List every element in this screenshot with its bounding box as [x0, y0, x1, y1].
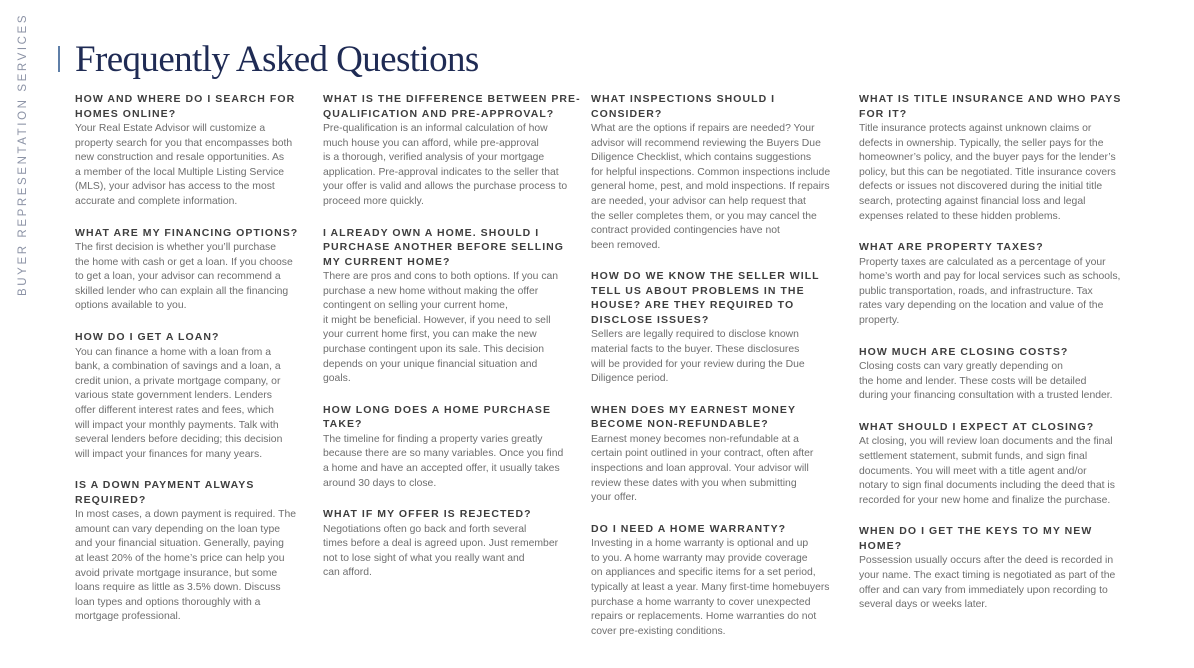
faq-column-4	[859, 92, 1149, 629]
faq-answer: Investing in a home warranty is optional and up to you. A home warranty may provide coverage on appliances and specific items for a set period, typically at least a year. Many first-time homebuyers purchase a home warranty to cover unexpected repairs or replacements. Home warranties do not cover pre-existing conditions.	[591, 538, 830, 637]
faq-item	[859, 92, 1149, 224]
faq-item	[859, 345, 1149, 404]
faq-question: HOW MUCH ARE CLOSING COSTS?	[859, 345, 1069, 358]
faq-item	[323, 507, 583, 581]
faq-answer: The timeline for finding a property varies greatly because there are so many variables. Once you find a home and have an accepted offer, it usually takes around 30 days to close.	[323, 433, 564, 489]
faq-answer: The first decision is whether you’ll purchase the home with cash or get a loan. If you choose to get a loan, your advisor can recommend a skilled lender who can explain all the financing options available to you.	[75, 242, 293, 312]
faq-question: IS A DOWN PAYMENT ALWAYS REQUIRED?	[75, 479, 255, 506]
faq-question: WHAT ARE MY FINANCING OPTIONS?	[75, 226, 299, 239]
faq-question: HOW AND WHERE DO I SEARCH FOR HOMES ONLINE?	[75, 93, 296, 120]
faq-question: WHAT IS TITLE INSURANCE AND WHO PAYS FOR IT?	[859, 93, 1122, 120]
side-section-label: BUYER REPRESENTATION SERVICES	[17, 12, 29, 296]
faq-answer: Property taxes are calculated as a percentage of your home’s worth and pay for local services such as schools, public transportation, roads, and infrastructure. Tax rates vary depending on the location and value of the property.	[859, 256, 1121, 327]
faq-question: DO I NEED A HOME WARRANTY?	[591, 522, 787, 535]
faq-item	[591, 403, 849, 506]
faq-item	[75, 92, 310, 210]
faq-question: WHAT IF MY OFFER IS REJECTED?	[323, 508, 532, 521]
faq-item	[323, 226, 583, 387]
faq-answer: You can finance a home with a loan from a bank, a combination of savings and a loan, a credit union, a private mortgage company, or various state government lenders. Lenders offer different interest rates and fees, which will impact your monthly payments. Talk with several lenders before deciding; this decision will impact your finances for many years.	[75, 346, 283, 460]
title-accent-bar	[58, 46, 60, 72]
faq-item	[591, 269, 849, 386]
faq-item	[75, 226, 310, 314]
faq-question: WHAT SHOULD I EXPECT AT CLOSING?	[859, 420, 1095, 433]
faq-column-3	[591, 92, 849, 655]
faq-answer: In most cases, a down payment is required. The amount can vary depending on the loan type and your financial situation. Generally, paying at least 20% of the home’s price can help you avoid private mortgage insurance, but some loans require as little as 3.5% down. Discuss loan types and options thoroughly with a mortgage professional.	[75, 509, 297, 623]
faq-question: WHAT INSPECTIONS SHOULD I CONSIDER?	[591, 93, 776, 120]
faq-answer: Closing costs can vary greatly depending on the home and lender. These costs will be detailed during your financing consultation with a trusted lender.	[859, 361, 1113, 402]
faq-item	[75, 330, 310, 462]
faq-answer: Your Real Estate Advisor will customize a property search for you that encompasses both new construction and resale opportunities. As a member of the local Multiple Listing Service (MLS), your advisor has access to the most accurate and complete information.	[75, 123, 293, 207]
faq-item	[859, 524, 1149, 612]
faq-item	[591, 522, 849, 640]
faq-item	[75, 478, 310, 625]
faq-item	[323, 403, 583, 491]
faq-question: WHAT ARE PROPERTY TAXES?	[859, 241, 1044, 254]
faq-answer: What are the options if repairs are needed? Your advisor will recommend reviewing the Buyers Due Diligence Checklist, which contains suggestions for helpful inspections. Common inspections include general home, pest, and mold inspections. If repairs are needed, your advisor can help request that the seller completes them, or you may cancel the contract provided contingencies have not been removed.	[591, 123, 831, 251]
faq-item	[859, 420, 1149, 508]
faq-answer: Title insurance protects against unknown claims or defects in ownership. Typically, the seller pays for the homeowner’s policy, and the buyer pays for the lender’s policy, but this can be negotiated. Title insurance covers defects or issues not discovered during the initial title search, protecting against financial loss and legal expenses related to these hidden problems.	[859, 123, 1116, 222]
faq-question: HOW LONG DOES A HOME PURCHASE TAKE?	[323, 403, 552, 431]
faq-item	[591, 92, 849, 253]
page-title: Frequently Asked Questions	[75, 39, 479, 80]
faq-answer: Possession usually occurs after the deed is recorded in your name. The exact timing is negotiated as part of the offer and can vary from immediately upon recording to several days or weeks later.	[859, 555, 1116, 611]
faq-column-2	[323, 92, 583, 597]
faq-question: HOW DO WE KNOW THE SELLER WILL TELL US ABOUT PROBLEMS IN THE HOUSE? ARE THEY REQUIRED TO DISCLOSE ISSUES?	[591, 270, 820, 326]
faq-question: WHEN DO I GET THE KEYS TO MY NEW HOME?	[859, 525, 1093, 552]
faq-item	[859, 240, 1149, 328]
faq-answer: There are pros and cons to both options. If you can purchase a new home without making the offer contingent on selling your current home, it might be beneficial. However, if you need to sell your current home first, you can make the new purchase contingent upon its sale. This decision depends on your unique financial situation and goals.	[323, 271, 559, 385]
faq-answer: Negotiations often go back and forth several times before a deal is agreed upon. Just remember not to lose sight of what you really want and can afford.	[323, 523, 559, 579]
faq-column-1	[75, 92, 310, 641]
faq-question: WHAT IS THE DIFFERENCE BETWEEN PRE- QUALIFICATION AND PRE-APPROVAL?	[323, 93, 581, 120]
faq-answer: At closing, you will review loan documents and the final settlement statement, submit funds, and sign final documents. You will meet with a title agent and/or notary to sign final documents including the deed that is recorded for your new home and finalize the purchase.	[859, 436, 1115, 506]
faq-question: HOW DO I GET A LOAN?	[75, 331, 220, 344]
faq-item	[323, 92, 583, 210]
faq-question: I ALREADY OWN A HOME. SHOULD I PURCHASE ANOTHER BEFORE SELLING MY CURRENT HOME?	[323, 226, 565, 268]
faq-answer: Pre-qualification is an informal calculation of how much house you can afford, while pre-approval is a thorough, verified analysis of your mortgage application. Pre-approval indicates to the seller that your offer is valid and allows the purchase process to proceed more quickly.	[323, 123, 568, 207]
faq-answer: Earnest money becomes non-refundable at a certain point outlined in your contract, often after inspections and loan approval. Your advisor will review these dates with you when submitting your offer.	[591, 433, 814, 504]
faq-answer: Sellers are legally required to disclose known material facts to the buyer. These disclosures will be provided for your review during the Due Diligence period.	[591, 329, 805, 385]
faq-question: WHEN DOES MY EARNEST MONEY BECOME NON-REFUNDABLE?	[591, 403, 797, 431]
